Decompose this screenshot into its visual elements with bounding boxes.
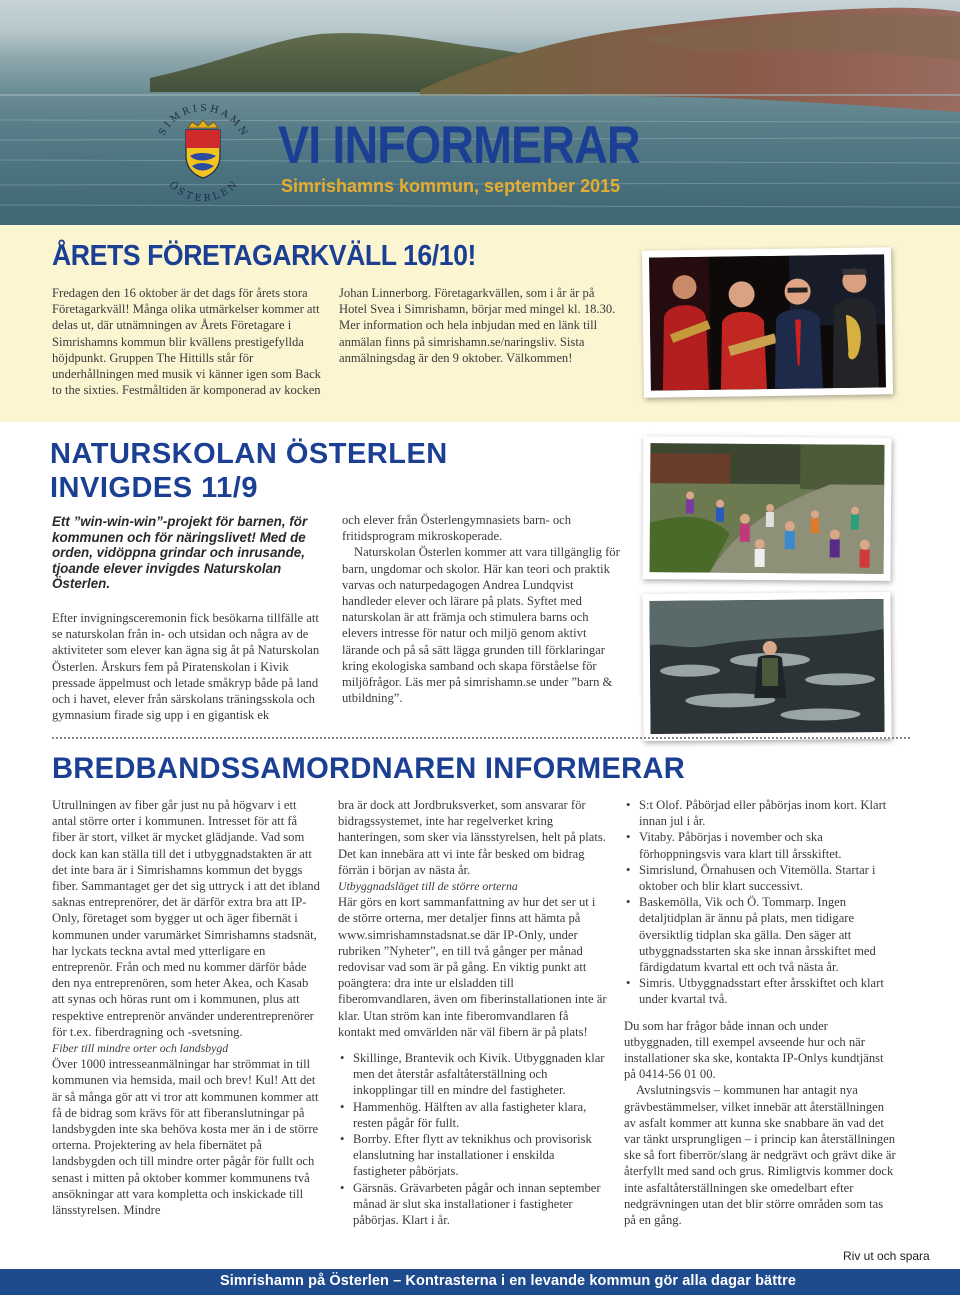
simrishamn-crest-icon xyxy=(148,98,258,208)
list-item: • Simrislund, Örnahusen och Vitemölla. Startar i oktober och blir klart successivt. xyxy=(624,862,896,894)
list-item: • Baskemölla, Vik och Ö. Tommarp. Ingen detaljtidplan är ännu på plats, men tidigare översiktlig tidplan ska gälla. Den säger att utbyggnadsstarten ska ske innan årsskiftet med färdigdatum kvartal ett och två nästa år. xyxy=(624,894,896,975)
bredband-text-col3 xyxy=(624,797,896,1228)
svg-text:Ö S T E R L E N: Ö S T E R L E N xyxy=(166,179,240,205)
svg-text:S I M R I S H A M N: S I M R I S H A M N xyxy=(156,102,250,138)
bredband-subheading: Fiber till mindre orter och landsbygd xyxy=(52,1041,229,1056)
bredband-status-list xyxy=(624,797,896,1008)
bredband-subheading: Utbyggnadsläget till de större orterna xyxy=(338,879,518,894)
bredband-paragraph: Över 1000 intresseanmälningar har strömmat in till kommunen via hemsida, mail och brev! Kul! Att det är så många gör att vi tror att kommunen kommer att få de bidrag som krävs för att fiberanslutningar på landsbygden inte ska behöva kosta mer än i de större orterna. Projektering av hela fibernätet på landsbygden och till mindre orter pågår för fullt och senast i mitten på oktober kommer kommunens två ansökningar att vara kompletta och inskickade till länsstyrelsen. Mindre xyxy=(52,1057,319,1218)
list-item: • Borrby. Efter flytt av teknikhus och provisorisk elanslutning har installationer i enskilda fastigheter påbörjats. xyxy=(338,1131,608,1180)
foretagarkvall-section xyxy=(0,225,960,422)
bredband-text-col2 xyxy=(338,797,608,1228)
bredband-paragraph: Utrullningen av fiber går just nu på högvarv i ett antal större orter i kommunen. Intresset för att få fiber är stort, vilket är mycket glädjande. Vad som dock kan kan ställa till det i utbyggnadstakten är att det inte bara är i Simrishamns kommun det byggs fiber. Sammantaget ger det sig uttryck i att det ibland saknas entreprenörer, det är därför extra bra att IP-Only, företaget som bygger ut och äger fibernät i kommunen under varumärket Simrishamns stadsnät, har lyckats teckna avtal med ytterligare en entreprenör. Från och med nu kommer därför både den nya entreprenören, som heter Akea, och Kasab att synas och höras runt om i kommunen, plus att respektive entreprenör använder underentreprenörer för t.ex. fiberdragning och -svetsning. xyxy=(52,798,320,1039)
foretagarkvall-text-col2: Johan Linnerborg. Företagarkvällen, som i år är på Hotel Svea i Simrishamn, börjar med mingel kl. 18.30. Mer information och hela inbjudan med en länk till anmälan finns på simrishamn.se/naringsliv. Sista anmälningsdag är den 9 oktober. Välkommen! xyxy=(339,286,616,365)
naturskolan-text-col1: Efter invigningsceremonin fick besökarna tillfälle att se naturskolan från in- och utsidan och några av de aktiviteter som elever kan ägna sig åt på Naturskolan Österlen. Årskurs fem på Piratenskolan i Kivik pressade äppelmust och letade småkryp både på land och i havet, elever från särskolans träningsskola och gymnasium firade sig upp i en gigantisk ek xyxy=(52,611,320,723)
naturskolan-heading-line1: NATURSKOLAN ÖSTERLEN xyxy=(50,438,448,470)
children-in-water-image xyxy=(649,599,884,734)
naturskolan-heading xyxy=(50,437,448,505)
footer-slogan: Simrishamn på Österlen – Kontrasterna i en levande kommun gör alla dagar bättre xyxy=(220,1273,796,1289)
bredband-paragraph: Avslutningsvis – kommunen har antagit nya grävbestämmelser, vilket innebär att återställningen av asfalt kommer att kunna ske snabbare än vad det var tänkt ursprungligen – i princip kan återställningen ske så fort fiberrör/slang är nedgrävt och grävt dike är återfyllt med sand och grus. Rimligtvis kommer dock inte asfaltåterställningen ske omedelbart efter nedgrävningen utan det blir större områden som tas på en gång. xyxy=(624,1083,896,1228)
foretagarkvall-heading: ÅRETS FÖRETAGARKVÄLL 16/10! xyxy=(52,240,476,272)
footer-bar xyxy=(0,1269,960,1295)
foretagarkvall-text-col1: Fredagen den 16 oktober är det dags för årets stora Företagarkväll! Många olika utmärkelser kommer att delas ut, där utnämningen av Årets Företagare i Simrishamns kommun blir kvällens prestigefyllda höjdpunkt. Gruppen The Hittills står för underhållningen med musik vi känner igen som Back to the sixties. Festmåltiden är komponerad av kocken xyxy=(52,286,321,398)
naturskolan-text-col2 xyxy=(342,512,622,706)
band-photo-image xyxy=(649,254,886,390)
list-item: • S:t Olof. Påbörjad eller påbörjas inom kort. Klart innan jul i år. xyxy=(624,797,896,829)
section-divider xyxy=(52,737,910,739)
bredband-paragraph: Här görs en kort sammanfattning av hur det ser ut i de större orterna, mer detaljer finns att hämta på www.simrishamnstadsnat.se där IP-Only, under rubriken ”Nyheter”, en till två gånger per månad redovisar vad som är på gång. En viktig punkt att poängtera: dra inte ur elsladden till fiberomvandlaren, även om fiberinstallationen inte är klar. Utan ström kan inte fiberomvandlaren få kontakt med omvärlden när väl fibern är på plats! xyxy=(338,895,607,1039)
children-in-water-photo xyxy=(642,592,891,741)
list-item: • Skillinge, Brantevik och Kivik. Utbyggnaden klar men det återstår asfaltåterställning och inkopplingar till en mindre del fastigheter. xyxy=(338,1050,608,1099)
bredband-heading: BREDBANDSSAMORDNAREN INFORMERAR xyxy=(52,752,686,785)
page-subtitle: Simrishamns kommun, september 2015 xyxy=(281,176,621,196)
cut-out-note: Riv ut och spara xyxy=(843,1249,930,1263)
naturskolan-heading-line2: INVIGDES 11/9 xyxy=(50,472,258,504)
naturskolan-lead: Ett ”win-win-win”-projekt för barnen, för kommunen och för näringslivet! Med de orden, vidöppna grindar och inrusande, tjoande elever invigdes Naturskolan Österlen. xyxy=(52,514,308,591)
header-banner xyxy=(0,0,960,225)
page-title: VI INFORMERAR xyxy=(278,116,640,175)
running-children-image xyxy=(650,443,885,574)
list-item: • Vitaby. Påbörjas i november och ska förhoppningsvis vara klart till årsskiftet. xyxy=(624,829,896,861)
bredband-paragraph: Du som har frågor både innan och under utbyggnaden, till exempel avseende hur och när installationer ska ske, kontakta IP-Onlys kundtjänst på 0414-56 01 00. xyxy=(624,1018,884,1082)
list-item: • Gärsnäs. Grävarbeten pågår och innan september månad är slut ska installationer i fastigheter påbörjas. Klart i år. xyxy=(338,1180,608,1229)
list-item: • Simris. Utbyggnadsstart efter årsskiftet och klart under kvartal två. xyxy=(624,975,896,1007)
bredband-paragraph: bra är dock att Jordbruksverket, som ansvarar för bidragssystemet, inte har regelverket kring hanteringen, som sker via länsstyrelsen, helt på plats. Det kan innebära att vi inte får besked om bidrag förrän i början av nästa år. xyxy=(338,798,606,877)
running-children-photo xyxy=(643,436,892,581)
list-item: • Hammenhög. Hälften av alla fastigheter klara, resten pågår för fullt. xyxy=(338,1099,608,1131)
band-photo xyxy=(642,247,893,397)
naturskolan-paragraph: och elever från Österlengymnasiets barn- och fritidsprogram mikroskoperade. xyxy=(342,513,572,544)
bredband-text-col1 xyxy=(52,797,322,1218)
bredband-status-list xyxy=(338,1050,608,1228)
naturskolan-paragraph: Naturskolan Österlen kommer att vara tillgänglig för barn, ungdomar och skolor. Här kan teori och praktik varvas och naturpedagogen Andrea Lundqvist handleder elever och lärare på plats. Syftet med naturskolan är att främja och stimulera barns och elevers intresse för natur och miljö genom aktivt lärande och på så sätt lägga grunden till förklaringar kring ekologiska samband och skapa förståelse för miljöfrågor. Läs mer på simrishamn.se under ”barn & utbildning”. xyxy=(342,545,620,706)
